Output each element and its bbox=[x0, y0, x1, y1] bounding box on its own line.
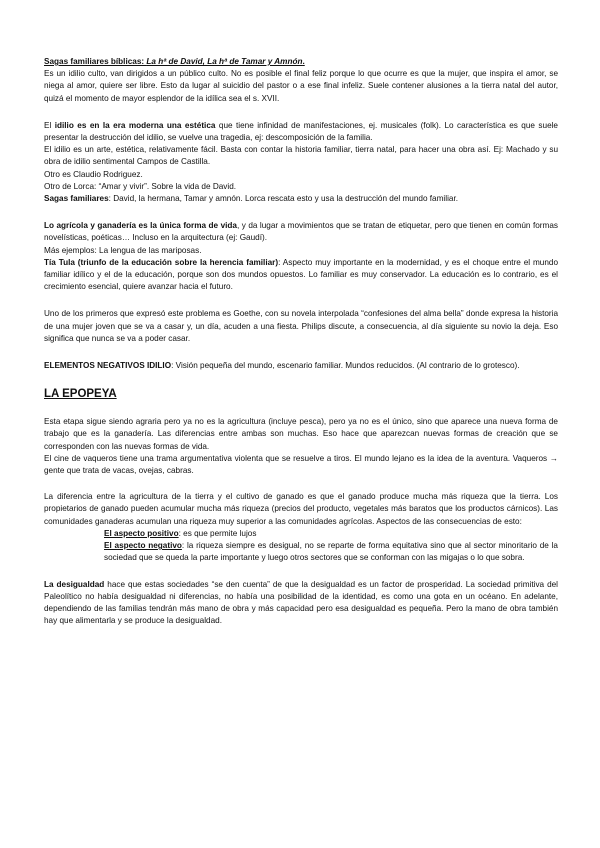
negativos-paragraph: ELEMENTOS NEGATIVOS IDILIO: Visión pequeña del mundo, escenario familiar. Mundos reducidos. (Al contrario de lo grotesco). bbox=[44, 361, 520, 371]
epopeya-paragraph-2: El cine de vaqueros tiene una trama argumentativa violenta que se resuelve a tiros. El mundo lejano es la idea de la aventura. Vaqueros → gente que trata de vacas, ovejas, cabras. bbox=[44, 453, 558, 476]
sagas-title: Sagas familiares bíblicas: La hª de David, La hª de Tamar y Amnón. bbox=[44, 57, 305, 66]
epopeya-heading: LA EPOPEYA bbox=[44, 388, 117, 401]
epopeya-paragraph-1: Esta etapa sigue siendo agraria pero ya no es la agricultura (incluye pesca), pero ya no es el único, sino que aparece una nueva forma de trabajo que es la ganadería. Las diferencias entre ambas son muchas. Eso hace que aparezcan nuevas formas de creación que se corresponden con las nuevas formas de vida. bbox=[44, 417, 558, 451]
goethe-paragraph: Uno de los primeros que expresó este problema es Goethe, con su novela interpolada “confesiones del alma bella” donde expresa la historia de una mujer joven que se va a casar y, un día, acuden a una fiesta. Philips discute, a consecuencia, al día siguiente su novio la deja. Eso significa que nunca se va a poder casar. bbox=[44, 309, 558, 343]
document-page bbox=[44, 56, 558, 627]
epopeya-paragraph-3: La diferencia entre la agricultura de la tierra y el cultivo de ganado es que el ganado produce mucha más riqueza que la tierra. Los propietarios de ganado pueden acumular mucha más riqueza (precios del producto, vegetales más baratos que los productos cárnicos). Las comunidades ganaderas acumulan una riqueza muy superior a las comunidades agrícolas. Aspectos de las consecuencias de esto: bbox=[44, 492, 558, 526]
desigualdad-paragraph: La desigualdad hace que estas sociedades “se den cuenta” de que la desigualdad es un factor de prosperidad. La sociedad primitiva del Paleolítico no había desigualdad ni diferencias, no había una posibilidad de la identidad, es como una gota en un océano. En adelante, dependiendo de las familias tendrán más mano de obra y más capacidad pero esa desigualdad es pequeña. Pero la mano de obra también hay que alimentarla y se produce la desigualdad. bbox=[44, 579, 558, 626]
moderna-paragraph-2: El idilio es un arte, estética, relativamente fácil. Basta con contar la historia familiar, tierra natal, para hacer una obra así. Ej: Machado y su obra de idilio sentimental Campos de Castilla. bbox=[44, 145, 558, 167]
moderna-paragraph-4: Otro de Lorca: “Amar y vivir”. Sobre la vida de David. bbox=[44, 181, 237, 191]
aspecto-positivo: El aspecto positivo: es que permite lujos bbox=[104, 528, 257, 538]
moderna-paragraph-5: Sagas familiares: David, la hermana, Tamar y amnón. Lorca rescata esto y usa la destrucción del mundo familiar. bbox=[44, 194, 458, 204]
sagas-body: Es un idilio culto, van dirigidos a un público culto. No es posible el final feliz porque lo que ocurre es que la mujer, que inspira el amor, se niega al amor, quiere ser libre. Esto da lugar al suicidio del pastor o a ese final infeliz. Suele contener alusiones a la tierra natal del autor, quizá el momento de mayor esplendor de la idílica sea el s. XVII. bbox=[44, 69, 558, 103]
moderna-paragraph-3: Otro es Claudio Rodriguez. bbox=[44, 169, 143, 179]
agricola-paragraph-2: Más ejemplos: La lengua de las mariposas. bbox=[44, 245, 202, 255]
agricola-paragraph-1: Lo agrícola y ganadería es la única forma de vida, y da lugar a movimientos que se tratan de etiquetar, pero que tienen en común formas novelísticas, poéticas… Incluso en la arquitectura (ej: Gaudí). bbox=[44, 221, 558, 243]
aspecto-negativo: El aspecto negativo: la riqueza siempre es desigual, no se reparte de forma equitativa sino que al sector minoritario de la sociedad que se queda la parte importante y luego otros sectores que se conforman con las migajas o lo que sobra. bbox=[104, 541, 558, 563]
agricola-paragraph-3: Tía Tula (triunfo de la educación sobre la herencia familiar): Aspecto muy importante en la modernidad, y es el choque entre el mundo familiar idílico y el de la educación, porque son dos mundos opuestos. Lo familiar es muy conservador. La educación es lo contrario, es el crecimiento esencial, quiere avanzar hacia el futuro. bbox=[44, 257, 558, 292]
moderna-paragraph-1: El idilio es en la era moderna una estética que tiene infinidad de manifestaciones, ej. musicales (folk). Lo característica es que suele presentar la destrucción del idilio, se vuelve una tragedia, ej: descomposición de la familia. bbox=[44, 120, 558, 143]
consequences-list bbox=[44, 528, 558, 565]
sagas-paragraph bbox=[44, 56, 558, 105]
